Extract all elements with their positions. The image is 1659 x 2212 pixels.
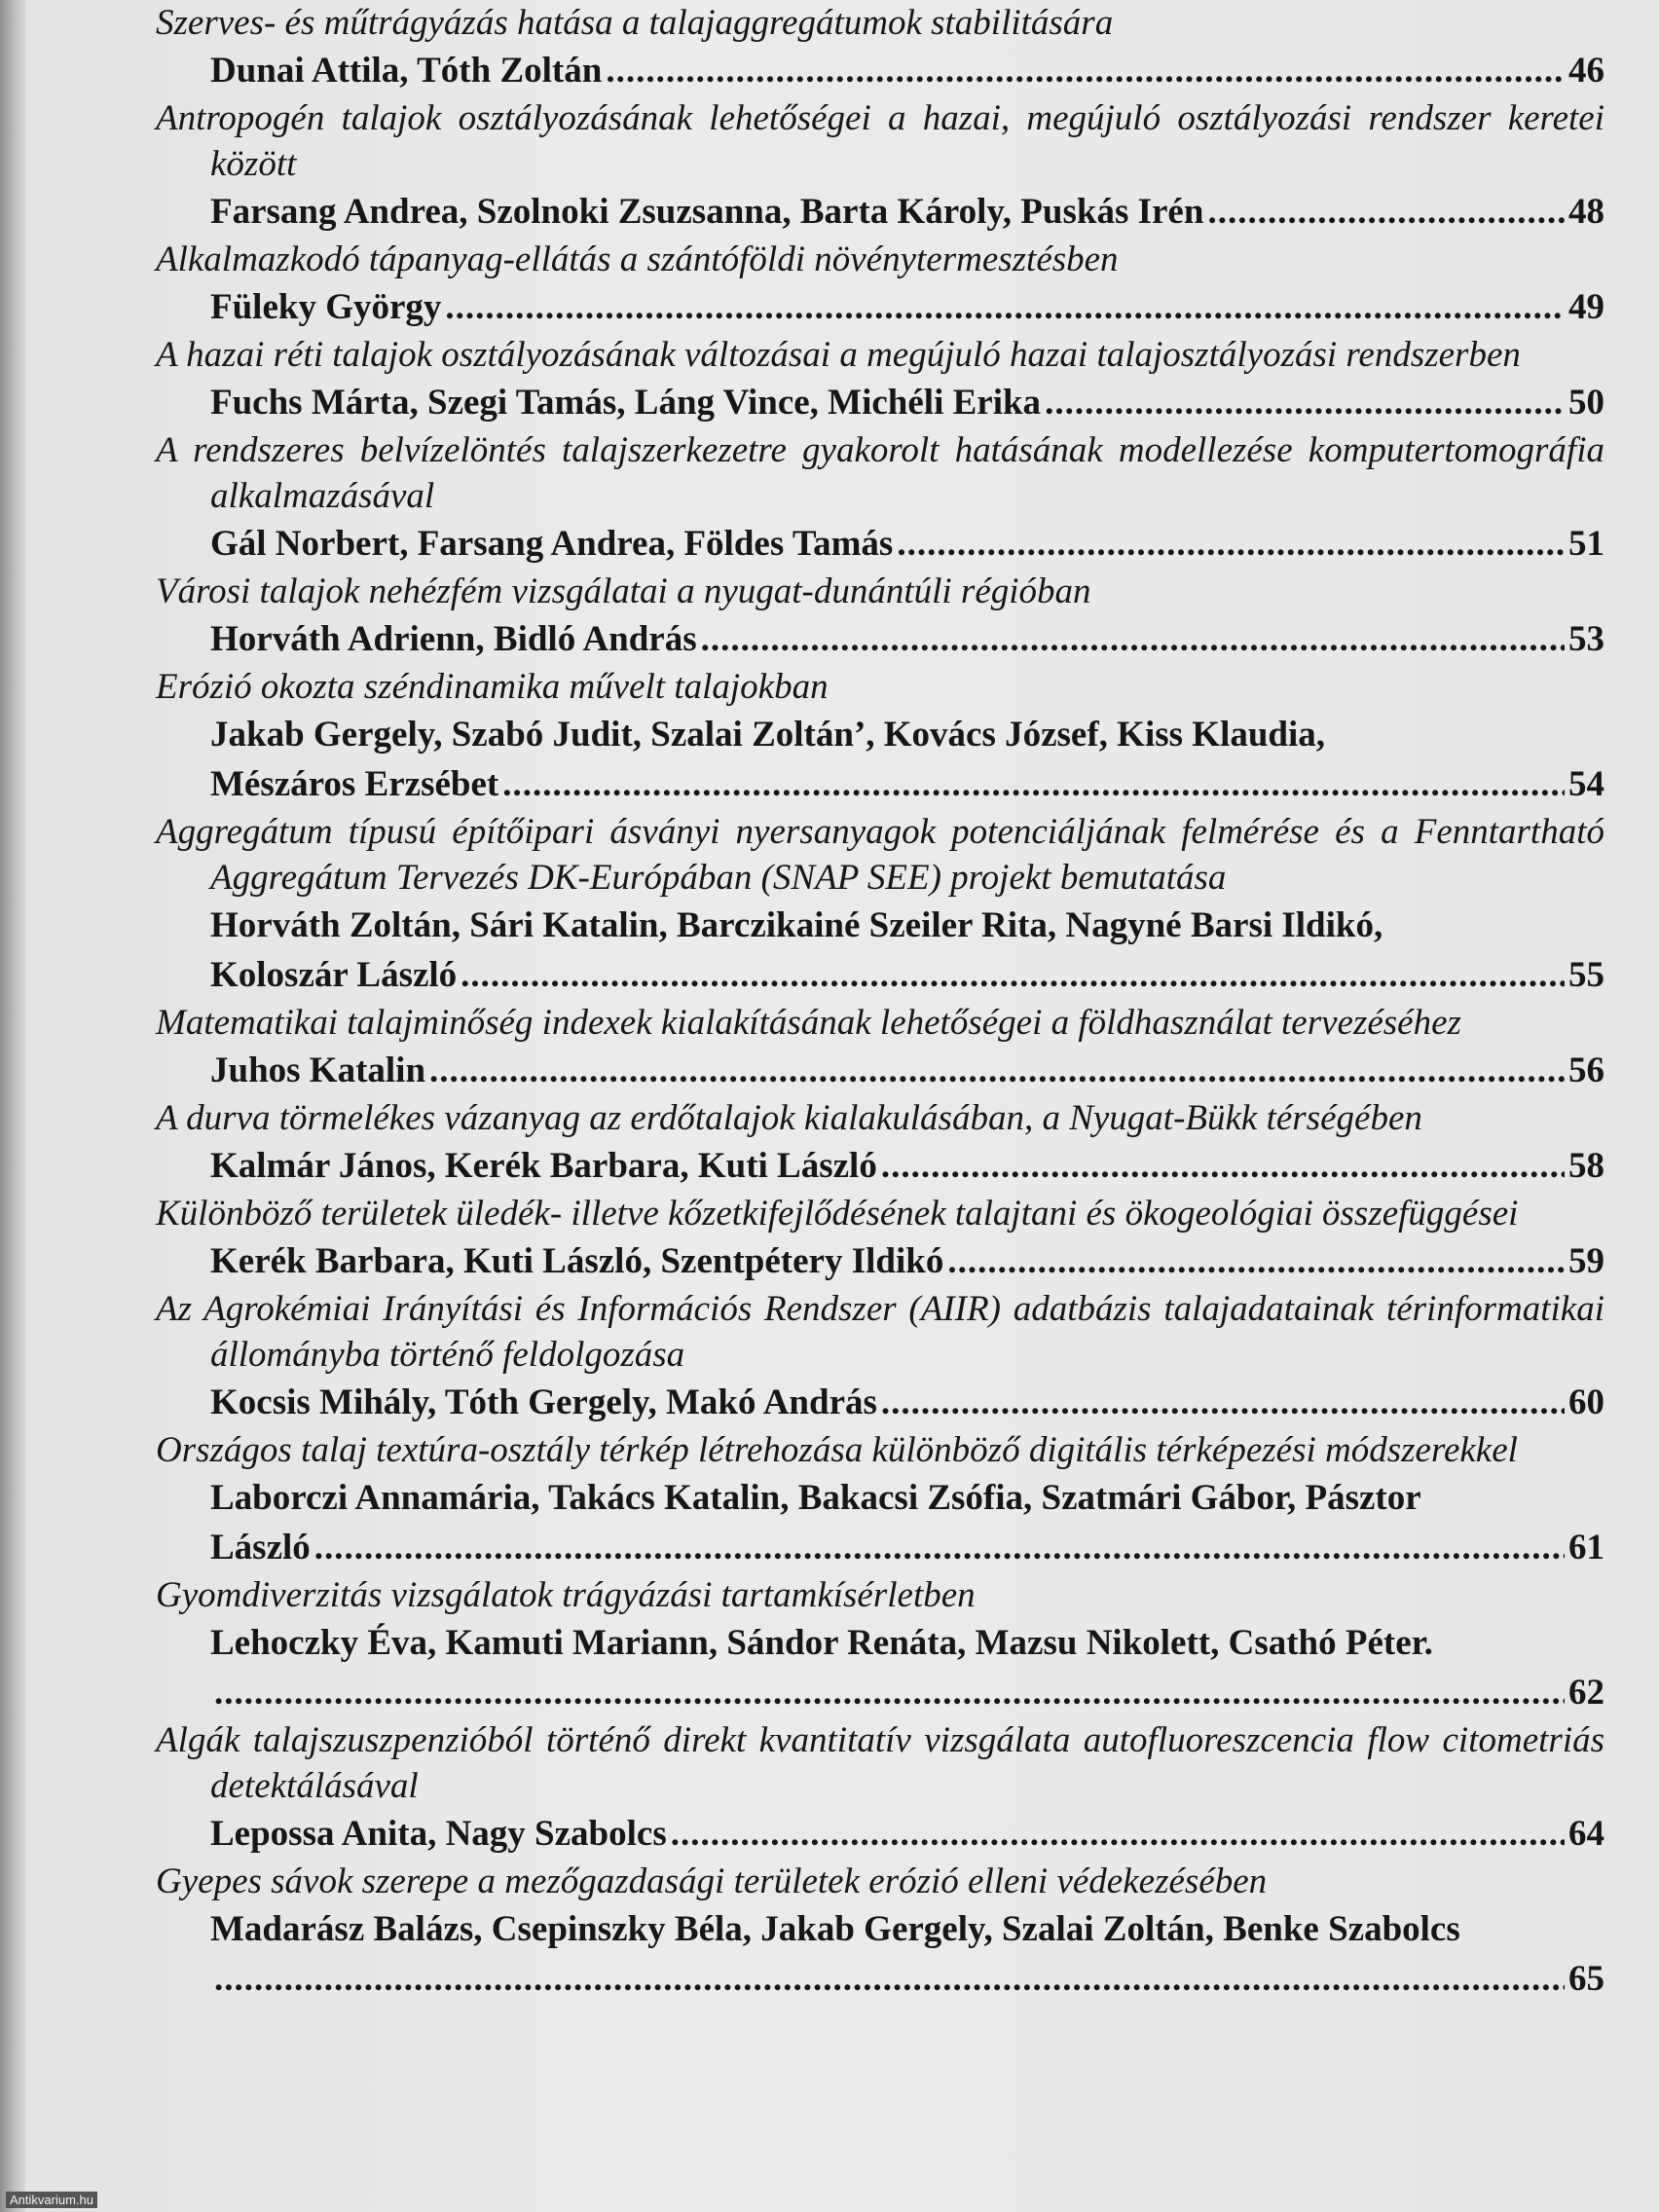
toc-entry — [156, 1572, 1604, 1717]
dot-leader — [671, 1809, 1565, 1859]
dot-leader — [461, 950, 1565, 1000]
entry-title: A durva törmelékes vázanyag az erdőtalajok kialakulásában, a Nyugat-Bükk térségében — [156, 1098, 1422, 1138]
dot-leader — [445, 282, 1565, 332]
page-number: 50 — [1568, 383, 1604, 423]
entry-leader-line — [156, 187, 1604, 237]
page-number: 51 — [1568, 524, 1604, 564]
dot-leader — [502, 759, 1565, 809]
entry-leader-line — [156, 1523, 1604, 1572]
toc-entry — [156, 1859, 1604, 2004]
entry-title: Szerves- és műtrágyázás hatása a talajaggregátumok stabilitására — [156, 3, 1114, 43]
entry-authors-end: Koloszár László — [210, 955, 458, 995]
entry-title: Gyepes sávok szerepe a mezőgazdasági területek erózió elleni védekezésében — [156, 1862, 1268, 1901]
toc-entry — [156, 1095, 1604, 1191]
entry-authors-end: László — [210, 1528, 311, 1567]
toc-entry — [156, 427, 1604, 569]
page-number: 48 — [1568, 192, 1604, 232]
entry-authors-end: Gál Norbert, Farsang Andrea, Földes Tamás — [210, 524, 894, 564]
entry-authors-end: Horváth Adrienn, Bidló András — [210, 619, 697, 659]
dot-leader — [701, 614, 1565, 664]
entry-leader-line — [156, 378, 1604, 427]
entry-title: Antropogén talajok osztályozásának lehetőségei a hazai, megújuló osztályozási rendszer keretei között — [156, 98, 1604, 184]
entry-title: Erózió okozta széndinamika művelt talajokban — [156, 667, 829, 707]
entry-leader-line — [156, 1046, 1604, 1095]
entry-authors: Horváth Zoltán, Sári Katalin, Barczikainé Szeiler Rita, Nagyné Barsi Ildikó, — [210, 905, 1383, 945]
entry-leader-line — [156, 1378, 1604, 1427]
entry-leader-line — [156, 1141, 1604, 1191]
dot-leader — [429, 1046, 1565, 1095]
toc-entry — [156, 809, 1604, 1000]
entry-authors-end: Fuchs Márta, Szegi Tamás, Láng Vince, Michéli Erika — [210, 383, 1042, 423]
entry-authors-end: Füleky György — [210, 287, 442, 327]
entry-title: Alkalmazkodó tápanyag-ellátás a szántóföldi növénytermesztésben — [156, 240, 1119, 279]
page-number: 65 — [1568, 1959, 1604, 1999]
entry-leader-line — [156, 46, 1604, 95]
dot-leader — [881, 1141, 1565, 1191]
page-number: 62 — [1568, 1673, 1604, 1713]
entry-authors-end: Kerék Barbara, Kuti László, Szentpétery Ildikó — [210, 1241, 944, 1281]
entry-authors: Lehoczky Éva, Kamuti Mariann, Sándor Renáta, Mazsu Nikolett, Csathó Péter. — [210, 1623, 1433, 1663]
toc-entry — [156, 0, 1604, 95]
entry-title: A rendszeres belvízelöntés talajszerkezetre gyakorolt hatásának modellezése komputertomográfia alkalmazásával — [156, 430, 1604, 516]
entry-leader-line — [156, 759, 1604, 809]
entry-leader-line — [156, 519, 1604, 569]
toc-entry — [156, 332, 1604, 427]
toc-entry — [156, 1000, 1604, 1095]
dot-leader — [1045, 378, 1565, 427]
page-number: 61 — [1568, 1528, 1604, 1567]
entry-title: Országos talaj textúra-osztály térkép létrehozása különböző digitális térképezési módszerekkel — [156, 1430, 1518, 1470]
entry-leader-line — [156, 614, 1604, 664]
dot-leader — [606, 46, 1565, 95]
toc-entry — [156, 664, 1604, 809]
page-number: 55 — [1568, 955, 1604, 995]
entry-title: Gyomdiverzitás vizsgálatok trágyázási tartamkísérletben — [156, 1575, 976, 1615]
watermark: Antikvarium.hu — [6, 2192, 97, 2208]
toc-entry — [156, 1191, 1604, 1286]
book-spine-shadow — [0, 0, 25, 2212]
dot-leader — [897, 519, 1565, 569]
entry-leader-line — [156, 282, 1604, 332]
toc-entry — [156, 1717, 1604, 1859]
entry-authors-end: Dunai Attila, Tóth Zoltán — [210, 51, 603, 91]
dot-leader — [214, 1668, 1565, 1717]
toc-entry — [156, 1427, 1604, 1572]
entry-title: Városi talajok nehézfém vizsgálatai a nyugat-dunántúli régióban — [156, 571, 1091, 611]
entry-leader-line — [156, 1668, 1604, 1717]
dot-leader — [314, 1523, 1565, 1572]
page-number: 59 — [1568, 1241, 1604, 1281]
entry-title: Algák talajszuszpenzióból történő direkt kvantitatív vizsgálata autofluoreszcencia flow citometriás detektálásával — [156, 1720, 1604, 1806]
entry-title: Az Agrokémiai Irányítási és Információs Rendszer (AIIR) adatbázis talajadatainak térinformatikai állományba történő feldolgozása — [156, 1289, 1604, 1375]
toc-entry — [156, 569, 1604, 664]
entry-authors-end: Lepossa Anita, Nagy Szabolcs — [210, 1814, 667, 1854]
entry-authors-end: Juhos Katalin — [210, 1051, 426, 1090]
entry-authors-end: Kalmár János, Kerék Barbara, Kuti László — [210, 1146, 877, 1186]
page-number: 56 — [1568, 1051, 1604, 1090]
page-number: 54 — [1568, 764, 1604, 804]
page-number: 53 — [1568, 619, 1604, 659]
page-number: 64 — [1568, 1814, 1604, 1854]
entry-authors-end: Kocsis Mihály, Tóth Gergely, Makó András — [210, 1382, 877, 1422]
entry-title: Aggregátum típusú építőipari ásványi nyersanyagok potenciáljának felmérése és a Fenntartható Aggregátum Tervezés DK-Európában (SNAP SEE) projekt bemutatása — [156, 812, 1604, 898]
page-number: 46 — [1568, 51, 1604, 91]
entry-authors-end: Farsang Andrea, Szolnoki Zsuzsanna, Barta Károly, Puskás Irén — [210, 192, 1204, 232]
toc-entry — [156, 237, 1604, 332]
entry-leader-line — [156, 1954, 1604, 2004]
entry-authors: Madarász Balázs, Csepinszky Béla, Jakab Gergely, Szalai Zoltán, Benke Szabolcs — [210, 1909, 1460, 1949]
dot-leader — [1207, 187, 1565, 237]
entry-authors: Laborczi Annamária, Takács Katalin, Bakacsi Zsófia, Szatmári Gábor, Pásztor — [210, 1478, 1421, 1518]
page-number: 60 — [1568, 1382, 1604, 1422]
dot-leader — [881, 1378, 1565, 1427]
entry-title: Matematikai talajminőség indexek kialakításának lehetőségei a földhasználat tervezéséhez — [156, 1003, 1461, 1043]
dot-leader — [214, 1954, 1565, 2004]
entry-title: Különböző területek üledék- illetve kőzetkifejlődésének talajtani és ökogeológiai összefüggései — [156, 1194, 1519, 1234]
toc-entry — [156, 95, 1604, 237]
entry-authors-end: Mészáros Erzsébet — [210, 764, 499, 804]
entry-leader-line — [156, 950, 1604, 1000]
page-number: 49 — [1568, 287, 1604, 327]
entry-authors: Jakab Gergely, Szabó Judit, Szalai Zoltán’, Kovács József, Kiss Klaudia, — [210, 715, 1326, 755]
entry-leader-line — [156, 1236, 1604, 1286]
entry-leader-line — [156, 1809, 1604, 1859]
toc-entry — [156, 1286, 1604, 1427]
entry-title: A hazai réti talajok osztályozásának változásai a megújuló hazai talajosztályozási rendszerben — [156, 335, 1521, 375]
document-page — [25, 0, 1659, 2212]
table-of-contents — [156, 0, 1604, 2004]
page-number: 58 — [1568, 1146, 1604, 1186]
dot-leader — [947, 1236, 1565, 1286]
